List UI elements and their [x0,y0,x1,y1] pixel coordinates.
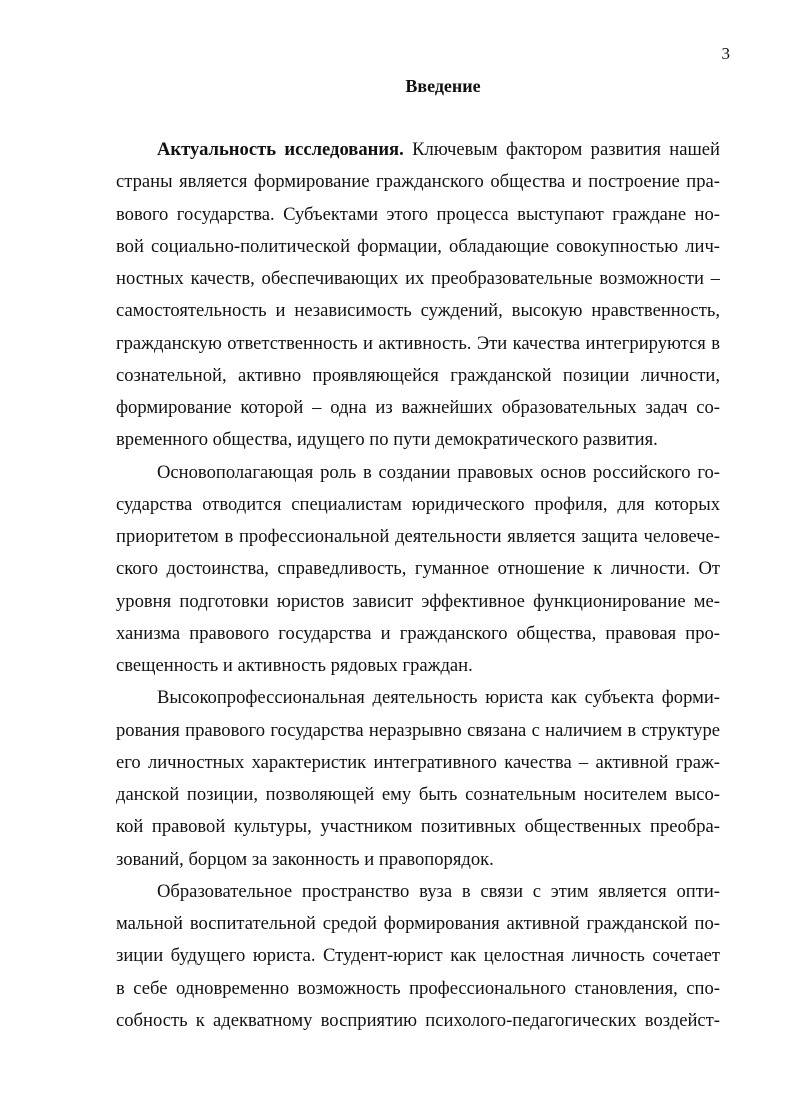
text-line: данской позиции, позволяющей ему быть сознательным носителем высо- [116,784,720,805]
text-line: приоритетом в профессиональной деятельности является защита человече- [116,526,720,547]
text-line: Высокопрофессиональная деятельность юриста как субъекта форми- [157,687,720,709]
document-body [116,134,720,1037]
text-line [116,134,720,166]
paragraph [116,134,720,457]
page-title: Введение [405,76,481,96]
text-line: сударства отводится специалистам юридического профиля, для которых [116,493,720,515]
text-line: мальной воспитательной средой формирования активной гражданской по- [116,913,720,934]
text-line: кой правовой культуры, участником позитивных общественных преобра- [116,816,720,838]
text-line: рования правового государства неразрывно связана с наличием в структуре [116,719,720,741]
paragraph [116,682,720,876]
text-line: страны является формирование гражданского общества и построение пра- [116,171,720,193]
text-line: в себе одновременно возможность профессионального становления, спо- [116,977,720,999]
text-line: Образовательное пространство вуза в связи с этим является опти- [157,880,720,902]
paragraph [116,457,720,683]
text-line: зиции будущего юриста. Студент-юрист как целостная личность сочетает [116,945,720,967]
paragraph [116,876,720,1037]
text-line: собность к адекватному восприятию психолого-педагогических воздейст- [116,1009,720,1031]
lead-phrase: Актуальность исследования. [157,139,404,160]
text-line: формирование которой – одна из важнейших образовательных задач со- [116,397,720,418]
text-line: Основополагающая роль в создании правовых основ российского го- [157,461,720,483]
text-line: вой социально-политической формации, обладающие совокупностью лич- [116,235,720,257]
text-line: временного общества, идущего по пути демократического развития. [116,429,658,451]
text-line: ханизма правового государства и гражданского общества, правовая про- [116,622,720,644]
text-line: ностных качеств, обеспечивающих их преобразовательные возможности – [116,268,720,289]
text-line: ского достоинства, справедливость, гуманное отношение к личности. От [116,558,720,580]
text-line: уровня подготовки юристов зависит эффективное функционирование ме- [116,590,720,612]
text-line: гражданскую ответственность и активность. Эти качества интегрируются в [116,332,720,354]
text-line: самостоятельность и независимость суждений, высокую нравственность, [116,300,720,322]
text-line: зований, борцом за законность и правопорядок. [116,848,494,870]
text-line: его личностных характеристик интегративного качества – активной граж- [116,751,720,773]
text-span: Ключевым фактором развития нашей [403,139,720,160]
text-line: свещенность и активность рядовых граждан. [116,655,473,676]
page-number: 3 [721,44,730,63]
text-line: вового государства. Субъектами этого процесса выступают граждане но- [116,203,720,225]
text-line: сознательной, активно проявляющейся гражданской позиции личности, [116,364,720,386]
